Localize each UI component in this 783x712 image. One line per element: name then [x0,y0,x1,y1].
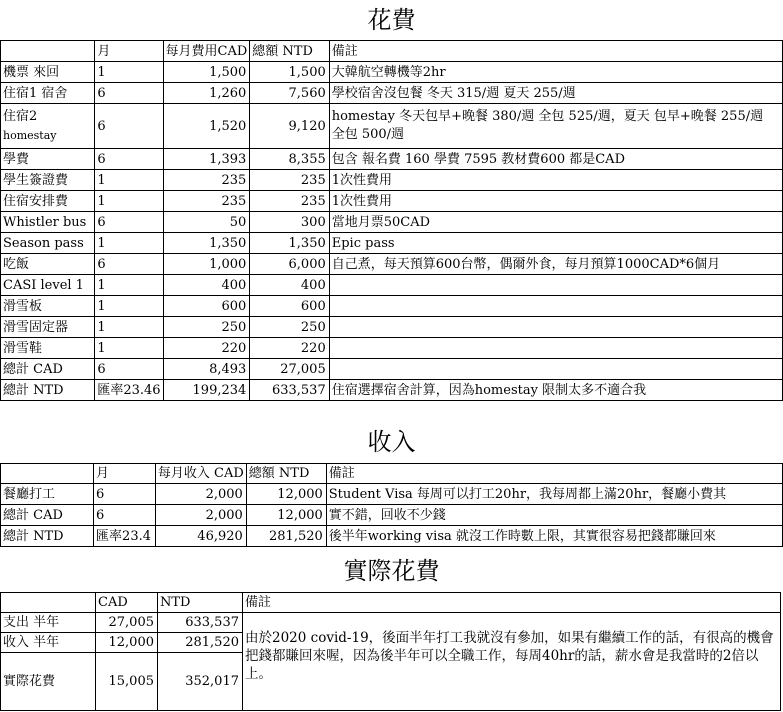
table-row [1,254,783,275]
total-cell: 300 [250,212,329,233]
item-cell: 機票 來回 [1,62,95,83]
header-cell [1,464,94,484]
table-row [1,505,783,526]
months-cell: 6 [94,484,156,505]
item-cell: 滑雪固定器 [1,317,95,338]
months-cell: 1 [95,62,163,83]
note-cell: 住宿選擇宿舍計算，因為homestay 限制太多不適合我 [329,380,782,401]
note-cell: Student Visa 每周可以打工20hr，我每周都上滿20hr，餐廳小費其 [326,484,782,505]
item-cell: 支出 半年 [1,613,96,633]
item-cell: 總計 NTD [1,526,94,547]
months-cell: 6 [95,149,163,170]
total-cell: 600 [250,296,329,317]
note-cell [329,317,782,338]
monthly-cell: 250 [163,317,250,338]
item-sublabel: homestay [3,129,57,142]
table-row [1,170,783,191]
header-cell: 備註 [329,41,782,62]
header-cell: 總額 NTD [250,41,329,62]
total-cell: 7,560 [250,83,329,104]
note-cell: 包含 報名費 160 學費 7595 教材費600 都是CAD [329,149,782,170]
item-cell [1,104,95,149]
header-cell: 備註 [326,464,782,484]
total-cell: 250 [250,317,329,338]
section-title-income: 收入 [367,428,416,456]
table-row [1,338,783,359]
header-cell: 每月收入 CAD [155,464,246,484]
total-cell: 220 [250,338,329,359]
months-cell: 6 [95,83,163,104]
table-row [1,526,783,547]
monthly-cell: 600 [163,296,250,317]
monthly-cell: 220 [163,338,250,359]
months-cell: 匯率23.46 [95,380,163,401]
total-cell: 235 [250,191,329,212]
table-row [1,191,783,212]
note-cell [329,338,782,359]
table-row [1,62,783,83]
ntd-cell: 352,017 [158,653,243,711]
item-label: 住宿2 [3,109,38,124]
item-cell: 總計 CAD [1,505,94,526]
total-cell: 1,500 [250,62,329,83]
months-cell: 6 [95,359,163,380]
table-header-row [1,41,783,62]
expenses-table [0,40,783,401]
note-cell: 實不錯，回收不少錢 [326,505,782,526]
total-cell: 9,120 [250,104,329,149]
months-cell: 1 [95,317,163,338]
table-row [1,380,783,401]
ntd-cell: 633,537 [158,613,243,633]
note-cell: Epic pass [329,233,782,254]
table-row [1,317,783,338]
table-header-row [1,464,783,484]
table-row [1,484,783,505]
table-row [1,233,783,254]
ntd-cell: 281,520 [158,633,243,653]
note-cell [329,296,782,317]
table-row [1,613,781,633]
item-cell: Whistler bus [1,212,95,233]
months-cell: 1 [95,275,163,296]
total-cell: 6,000 [250,254,329,275]
note-cell: 自己煮，每天預算600台幣，偶爾外食，每月預算1000CAD*6個月 [329,254,782,275]
item-cell: Season pass [1,233,95,254]
note-cell: 學校宿舍沒包餐 冬天 315/週 夏天 255/週 [329,83,782,104]
monthly-cell: 1,520 [163,104,250,149]
table-row [1,83,783,104]
item-cell: 實際花費 [1,653,96,711]
note-cell: 當地月票50CAD [329,212,782,233]
months-cell: 6 [95,212,163,233]
header-cell: 總額 NTD [246,464,326,484]
section-title-expenses: 花費 [367,6,416,34]
cad-cell: 12,000 [96,633,158,653]
note-cell [329,275,782,296]
table-row [1,275,783,296]
months-cell: 6 [95,254,163,275]
total-cell: 27,005 [250,359,329,380]
header-cell [1,593,96,613]
item-cell: 住宿安排費 [1,191,95,212]
table-row [1,104,783,149]
income-table [0,463,783,547]
monthly-cell: 50 [163,212,250,233]
item-cell: 滑雪鞋 [1,338,95,359]
monthly-cell: 8,493 [163,359,250,380]
months-cell: 1 [95,233,163,254]
monthly-cell: 235 [163,170,250,191]
note-cell: 由於2020 covid-19，後面半年打工我就沒有參加，如果有繼續工作的話，有很高的機會把錢都賺回來喔，因為後半年可以全職工作，每周40hr的話，薪水會是我當時的2倍以上。 [243,613,781,711]
months-cell: 1 [95,170,163,191]
note-cell [329,359,782,380]
note-cell: 1次性費用 [329,170,782,191]
total-cell: 633,537 [250,380,329,401]
months-cell: 1 [95,296,163,317]
total-cell: 8,355 [250,149,329,170]
monthly-cell: 2,000 [155,484,246,505]
months-cell: 1 [95,191,163,212]
monthly-cell: 2,000 [155,505,246,526]
header-cell: 每月費用CAD [163,41,250,62]
item-cell: 學生簽證費 [1,170,95,191]
table-header-row [1,593,781,613]
header-cell: 月 [94,464,156,484]
item-cell: 學費 [1,149,95,170]
item-cell: 收入 半年 [1,633,96,653]
table-row [1,212,783,233]
header-cell: 月 [95,41,163,62]
total-cell: 281,520 [246,526,326,547]
table-row [1,296,783,317]
note-cell: 1次性費用 [329,191,782,212]
item-cell: CASI level 1 [1,275,95,296]
monthly-cell: 46,920 [155,526,246,547]
item-cell: 餐廳打工 [1,484,94,505]
table-row [1,149,783,170]
months-cell: 1 [95,338,163,359]
months-cell: 匯率23.4 [94,526,156,547]
total-cell: 12,000 [246,505,326,526]
actual-cost-table [0,592,781,711]
item-cell: 總計 NTD [1,380,95,401]
note-cell: 後半年working visa 就沒工作時數上限，其實很容易把錢都賺回來 [326,526,782,547]
item-cell: 總計 CAD [1,359,95,380]
section-title-actual-cost: 實際花費 [343,557,440,585]
header-cell [1,41,95,62]
months-cell: 6 [94,505,156,526]
monthly-cell: 199,234 [163,380,250,401]
monthly-cell: 1,350 [163,233,250,254]
cad-cell: 27,005 [96,613,158,633]
note-cell: 大韓航空轉機等2hr [329,62,782,83]
header-cell: 備註 [243,593,781,613]
note-cell: homestay 冬天包早+晚餐 380/週 全包 525/週，夏天 包早+晚餐 255/週 全包 500/週 [329,104,782,149]
header-cell: CAD [96,593,158,613]
total-cell: 235 [250,170,329,191]
item-cell: 吃飯 [1,254,95,275]
header-cell: NTD [158,593,243,613]
monthly-cell: 1,000 [163,254,250,275]
monthly-cell: 1,260 [163,83,250,104]
item-cell: 住宿1 宿舍 [1,83,95,104]
cad-cell: 15,005 [96,653,158,711]
table-row [1,359,783,380]
item-cell: 滑雪板 [1,296,95,317]
monthly-cell: 1,393 [163,149,250,170]
monthly-cell: 400 [163,275,250,296]
monthly-cell: 235 [163,191,250,212]
months-cell: 6 [95,104,163,149]
monthly-cell: 1,500 [163,62,250,83]
total-cell: 400 [250,275,329,296]
total-cell: 12,000 [246,484,326,505]
total-cell: 1,350 [250,233,329,254]
